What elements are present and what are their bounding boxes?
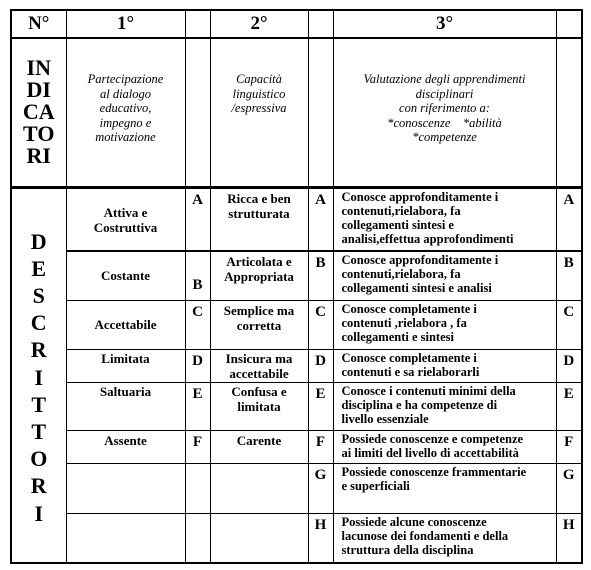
capacita-cell: Carente — [210, 430, 308, 463]
header-col-2: 2° — [210, 10, 308, 38]
level-letter-col2: A — [308, 187, 333, 251]
partecipazione-cell-empty — [66, 463, 185, 513]
valutazione-cell: Conosce i contenuti minimi della disciplina e ha competenze di livello essenziale — [333, 382, 556, 430]
header-spacer-2 — [308, 10, 333, 38]
indicator-partecipazione: Partecipazione al dialogo educativo, impegno e motivazione — [66, 38, 185, 187]
capacita-cell: Semplice ma corretta — [210, 300, 308, 349]
capacita-cell: Confusa e limitata — [210, 382, 308, 430]
indicators-row — [11, 38, 582, 187]
level-letter-col3: F — [556, 430, 582, 463]
valutazione-cell: Conosce completamente i contenuti e sa rielaborarli — [333, 349, 556, 382]
level-letter-col1: F — [185, 430, 210, 463]
level-letter-col3: H — [556, 513, 582, 563]
indicator-spacer-b — [308, 38, 333, 187]
partecipazione-cell: Limitata — [66, 349, 185, 382]
indicator-capacita: Capacità linguistico /espressiva — [210, 38, 308, 187]
evaluation-table — [10, 9, 583, 564]
valutazione-cell: Possiede conoscenze e competenze ai limiti del livello di accettabilità — [333, 430, 556, 463]
level-letter-col2: D — [308, 349, 333, 382]
capacita-cell: Articolata e Appropriata — [210, 251, 308, 300]
level-letter-col1: C — [185, 300, 210, 349]
descriptor-row-c — [11, 300, 582, 349]
level-letter-col2: F — [308, 430, 333, 463]
partecipazione-cell: Costante — [66, 251, 185, 300]
valutazione-cell: Conosce approfonditamente i contenuti,rielabora, fa collegamenti sintesi e analisi,effettua approfondimenti — [333, 187, 556, 251]
level-letter-col1: D — [185, 349, 210, 382]
header-spacer-3 — [556, 10, 582, 38]
header-spacer-1 — [185, 10, 210, 38]
level-letter-col2: B — [308, 251, 333, 300]
level-letter-col3: G — [556, 463, 582, 513]
level-letter-col3: B — [556, 251, 582, 300]
descriptors-label: D E S C R I T T O R I — [11, 187, 66, 563]
level-letter-col2: G — [308, 463, 333, 513]
level-letter-col3: D — [556, 349, 582, 382]
partecipazione-cell: Accettabile — [66, 300, 185, 349]
partecipazione-cell: Saltuaria — [66, 382, 185, 430]
header-col-1: 1° — [66, 10, 185, 38]
descriptor-row-d — [11, 349, 582, 382]
capacita-cell-empty — [210, 463, 308, 513]
level-letter-col2: H — [308, 513, 333, 563]
descriptor-row-a — [11, 187, 582, 251]
level-letter-col1-empty — [185, 463, 210, 513]
level-letter-col1: E — [185, 382, 210, 430]
descriptor-row-f — [11, 430, 582, 463]
level-letter-col3: C — [556, 300, 582, 349]
descriptor-row-e — [11, 382, 582, 430]
level-letter-col3: E — [556, 382, 582, 430]
partecipazione-cell-empty — [66, 513, 185, 563]
indicators-label: IN DI CA TO RI — [11, 38, 66, 187]
partecipazione-cell: Assente — [66, 430, 185, 463]
valutazione-cell: Conosce approfonditamente i contenuti,rielabora, fa collegamenti sintesi e analisi — [333, 251, 556, 300]
capacita-cell: Insicura ma accettabile — [210, 349, 308, 382]
header-number: N° — [11, 10, 66, 38]
level-letter-col1: B — [185, 251, 210, 300]
descriptor-row-h — [11, 513, 582, 563]
header-row — [11, 10, 582, 38]
capacita-cell: Ricca e ben strutturata — [210, 187, 308, 251]
indicator-valutazione: Valutazione degli apprendimenti disciplinari con riferimento a: *conoscenze *abilità *competenze — [333, 38, 556, 187]
level-letter-col1-empty — [185, 513, 210, 563]
level-letter-col1: A — [185, 187, 210, 251]
descriptor-row-g — [11, 463, 582, 513]
indicator-spacer-a — [185, 38, 210, 187]
partecipazione-cell: Attiva e Costruttiva — [66, 187, 185, 251]
indicator-spacer-c — [556, 38, 582, 187]
level-letter-col2: E — [308, 382, 333, 430]
valutazione-cell: Conosce completamente i contenuti ,rielabora , fa collegamenti e sintesi — [333, 300, 556, 349]
capacita-cell-empty — [210, 513, 308, 563]
header-col-3: 3° — [333, 10, 556, 38]
valutazione-cell: Possiede alcune conoscenze lacunose dei fondamenti e della struttura della disciplina — [333, 513, 556, 563]
level-letter-col3: A — [556, 187, 582, 251]
valutazione-cell: Possiede conoscenze frammentarie e superficiali — [333, 463, 556, 513]
level-letter-col2: C — [308, 300, 333, 349]
descriptor-row-b — [11, 251, 582, 300]
